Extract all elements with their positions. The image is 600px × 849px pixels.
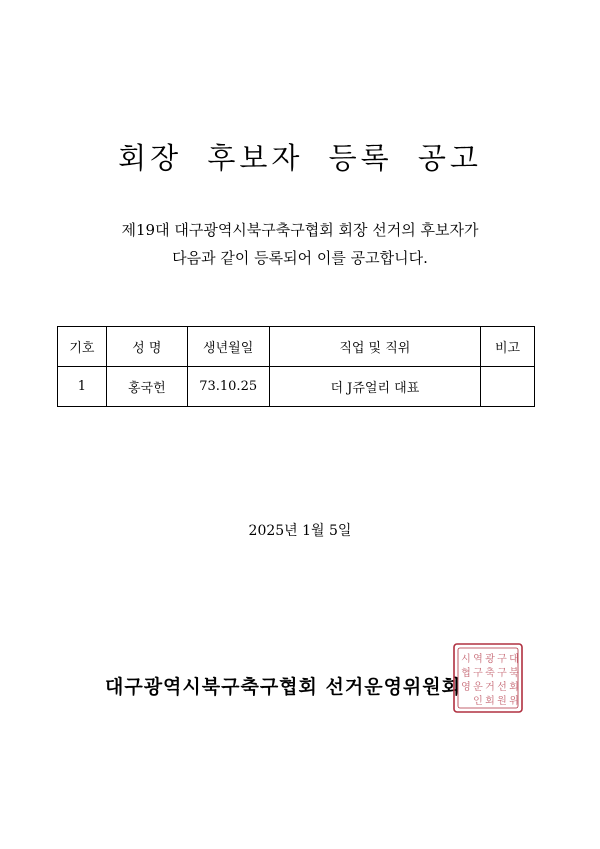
header-remarks: 비고: [481, 327, 535, 367]
seal-glyph: 회: [485, 696, 495, 707]
announcement-text: [0, 216, 600, 272]
seal-glyph: 북: [509, 668, 519, 679]
seal-glyph: 협: [461, 668, 471, 679]
announcement-date: 2025년 1월 5일: [248, 523, 352, 539]
seal-glyph: 운: [473, 682, 483, 693]
seal-glyph: 역: [473, 654, 483, 665]
cell-remarks: [481, 367, 535, 407]
cell-birthdate: 73.10.25: [187, 367, 269, 407]
cell-number: 1: [58, 367, 107, 407]
header-birthdate: 생년월일: [187, 327, 269, 367]
seal-glyph: 영: [461, 682, 471, 693]
table-header-row: [58, 327, 535, 367]
announcement-line-1: 제19대 대구광역시북구축구협회 회장 선거의 후보자가: [121, 221, 479, 239]
seal-glyph: 구: [473, 668, 483, 679]
issuer-name: 대구광역시북구축구협회 선거운영위원회: [105, 676, 461, 698]
table-row: [58, 367, 535, 407]
seal-glyph: 시: [461, 654, 471, 665]
seal-glyph: 광: [485, 654, 495, 665]
candidate-table: [57, 326, 535, 407]
seal-glyph: 선: [497, 682, 507, 693]
seal-glyph: 인: [473, 696, 483, 707]
seal-glyph: 원: [497, 696, 507, 707]
cell-occupation: 더 J쥬얼리 대표: [269, 367, 480, 407]
seal-glyph: 회: [509, 682, 519, 693]
header-occupation: 직업 및 직위: [269, 327, 480, 367]
header-name: 성 명: [106, 327, 187, 367]
document-title: 회장 후보자 등록 공고: [118, 141, 482, 175]
header-number: 기호: [58, 327, 107, 367]
official-seal-stamp: [450, 640, 526, 716]
seal-glyph: 축: [485, 668, 495, 679]
cell-name: 홍국헌: [106, 367, 187, 407]
seal-glyph: 구: [497, 668, 507, 679]
seal-glyph: 구: [497, 654, 507, 665]
seal-glyph: 대: [509, 654, 519, 665]
announcement-line-2: 다음과 같이 등록되어 이를 공고합니다.: [172, 249, 428, 267]
seal-glyph: 거: [485, 682, 495, 693]
seal-glyph: 위: [509, 696, 519, 707]
